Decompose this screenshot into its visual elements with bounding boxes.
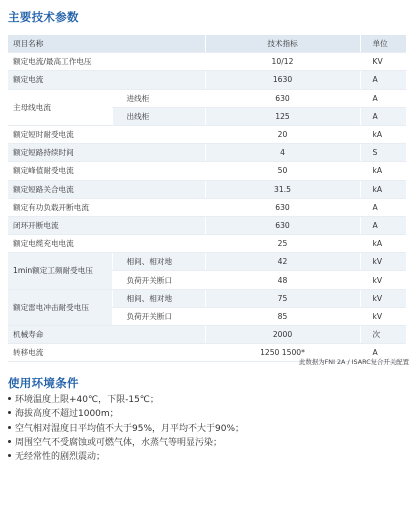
row-value: 2000 [205, 326, 360, 344]
table-row [8, 53, 406, 71]
row-value: 48 [205, 271, 360, 289]
spec-table [8, 35, 406, 362]
row-item-name: 额定有功负载开断电流 [8, 198, 205, 216]
row-unit: kV [360, 307, 406, 325]
row-item-name: 额定电流 [8, 71, 205, 89]
row-item-name: 主母线电流 [8, 89, 112, 125]
row-value: 630 [205, 198, 360, 216]
row-item-name: 额定雷电冲击耐受电压 [8, 289, 112, 325]
row-unit: A [360, 89, 406, 107]
row-value: 1250 1500* [205, 344, 360, 362]
row-unit: KV [360, 53, 406, 71]
table-row [8, 253, 406, 271]
row-value: 25 [205, 235, 360, 253]
table-row [8, 144, 406, 162]
bullet-icon [8, 397, 11, 400]
row-unit: A [360, 216, 406, 234]
table-row [8, 180, 406, 198]
table-header-row [8, 35, 406, 53]
table-row [8, 162, 406, 180]
row-item-name: 1min额定工频耐受电压 [8, 253, 112, 289]
conditions-list [8, 393, 244, 464]
row-item-name: 额定电缆充电电流 [8, 235, 205, 253]
row-value: 630 [205, 89, 360, 107]
row-item-name: 额定短路持续时间 [8, 144, 205, 162]
row-item-name: 转移电流 [8, 344, 205, 362]
condition-text: 环境温度上限+40℃，下限-15℃； [15, 395, 159, 405]
row-unit: kA [360, 125, 406, 143]
condition-text: 空气相对湿度日平均值不大于95%，月平均不大于90%； [15, 423, 245, 434]
bullet-icon [8, 440, 11, 443]
table-row [8, 198, 406, 216]
row-value: 85 [205, 307, 360, 325]
row-unit: kV [360, 271, 406, 289]
condition-text: 无经常性的剧烈震动； [15, 452, 106, 463]
table-row [8, 289, 406, 307]
row-unit: 次 [360, 326, 406, 344]
row-unit: kV [360, 289, 406, 307]
list-item [8, 436, 244, 450]
header-item: 项目名称 [8, 35, 205, 53]
row-value: 630 [205, 216, 360, 234]
list-item [8, 407, 244, 421]
row-unit: kA [360, 180, 406, 198]
row-value: 31.5 [205, 180, 360, 198]
row-value: 4 [205, 144, 360, 162]
row-item-name: 额定短路关合电流 [8, 180, 205, 198]
table-row [8, 235, 406, 253]
row-unit: kA [360, 162, 406, 180]
table-row [8, 216, 406, 234]
row-unit: A [360, 344, 406, 362]
row-unit: S [360, 144, 406, 162]
row-item-name: 机械寿命 [8, 326, 205, 344]
bullet-icon [8, 454, 11, 457]
table-row [8, 89, 406, 107]
row-sub-name: 负荷开关断口 [112, 271, 205, 289]
row-value: 75 [205, 289, 360, 307]
condition-text: 周围空气不受腐蚀或可燃气体，水蒸气等明显污染； [15, 437, 223, 448]
row-value: 125 [205, 107, 360, 125]
row-value: 10/12 [205, 53, 360, 71]
row-value: 20 [205, 125, 360, 143]
row-item-name: 额定电流/最高工作电压 [8, 53, 205, 71]
table-row [8, 71, 406, 89]
row-sub-name: 负荷开关断口 [112, 307, 205, 325]
row-value: 50 [205, 162, 360, 180]
row-item-name: 闭环开断电流 [8, 216, 205, 234]
condition-text: 海拔高度不超过1000m； [15, 409, 119, 420]
header-value: 技术指标 [205, 35, 360, 53]
row-unit: kA [360, 235, 406, 253]
row-unit: A [360, 71, 406, 89]
section-title-conditions: 使用环境条件 [8, 376, 79, 390]
row-unit: kV [360, 253, 406, 271]
row-sub-name: 出线柜 [112, 107, 205, 125]
bullet-icon [8, 426, 11, 429]
table-row [8, 125, 406, 143]
list-item [8, 450, 244, 464]
row-value: 42 [205, 253, 360, 271]
row-item-name: 额定峰值耐受电流 [8, 162, 205, 180]
table-row [8, 326, 406, 344]
header-unit: 单位 [360, 35, 406, 53]
row-sub-name: 相间、相对地 [112, 289, 205, 307]
row-sub-name: 进线柜 [112, 89, 205, 107]
row-sub-name: 相间、相对地 [112, 253, 205, 271]
row-value: 1630 [205, 71, 360, 89]
list-item [8, 422, 244, 436]
row-item-name: 额定短时耐受电流 [8, 125, 205, 143]
bullet-icon [8, 411, 11, 414]
table-footnote: 此数据为FNI 2A / ISARC复合开关配置 [299, 358, 409, 366]
row-unit: A [360, 198, 406, 216]
list-item [8, 393, 244, 407]
row-unit: A [360, 107, 406, 125]
section-title-specs: 主要技术参数 [8, 10, 79, 24]
